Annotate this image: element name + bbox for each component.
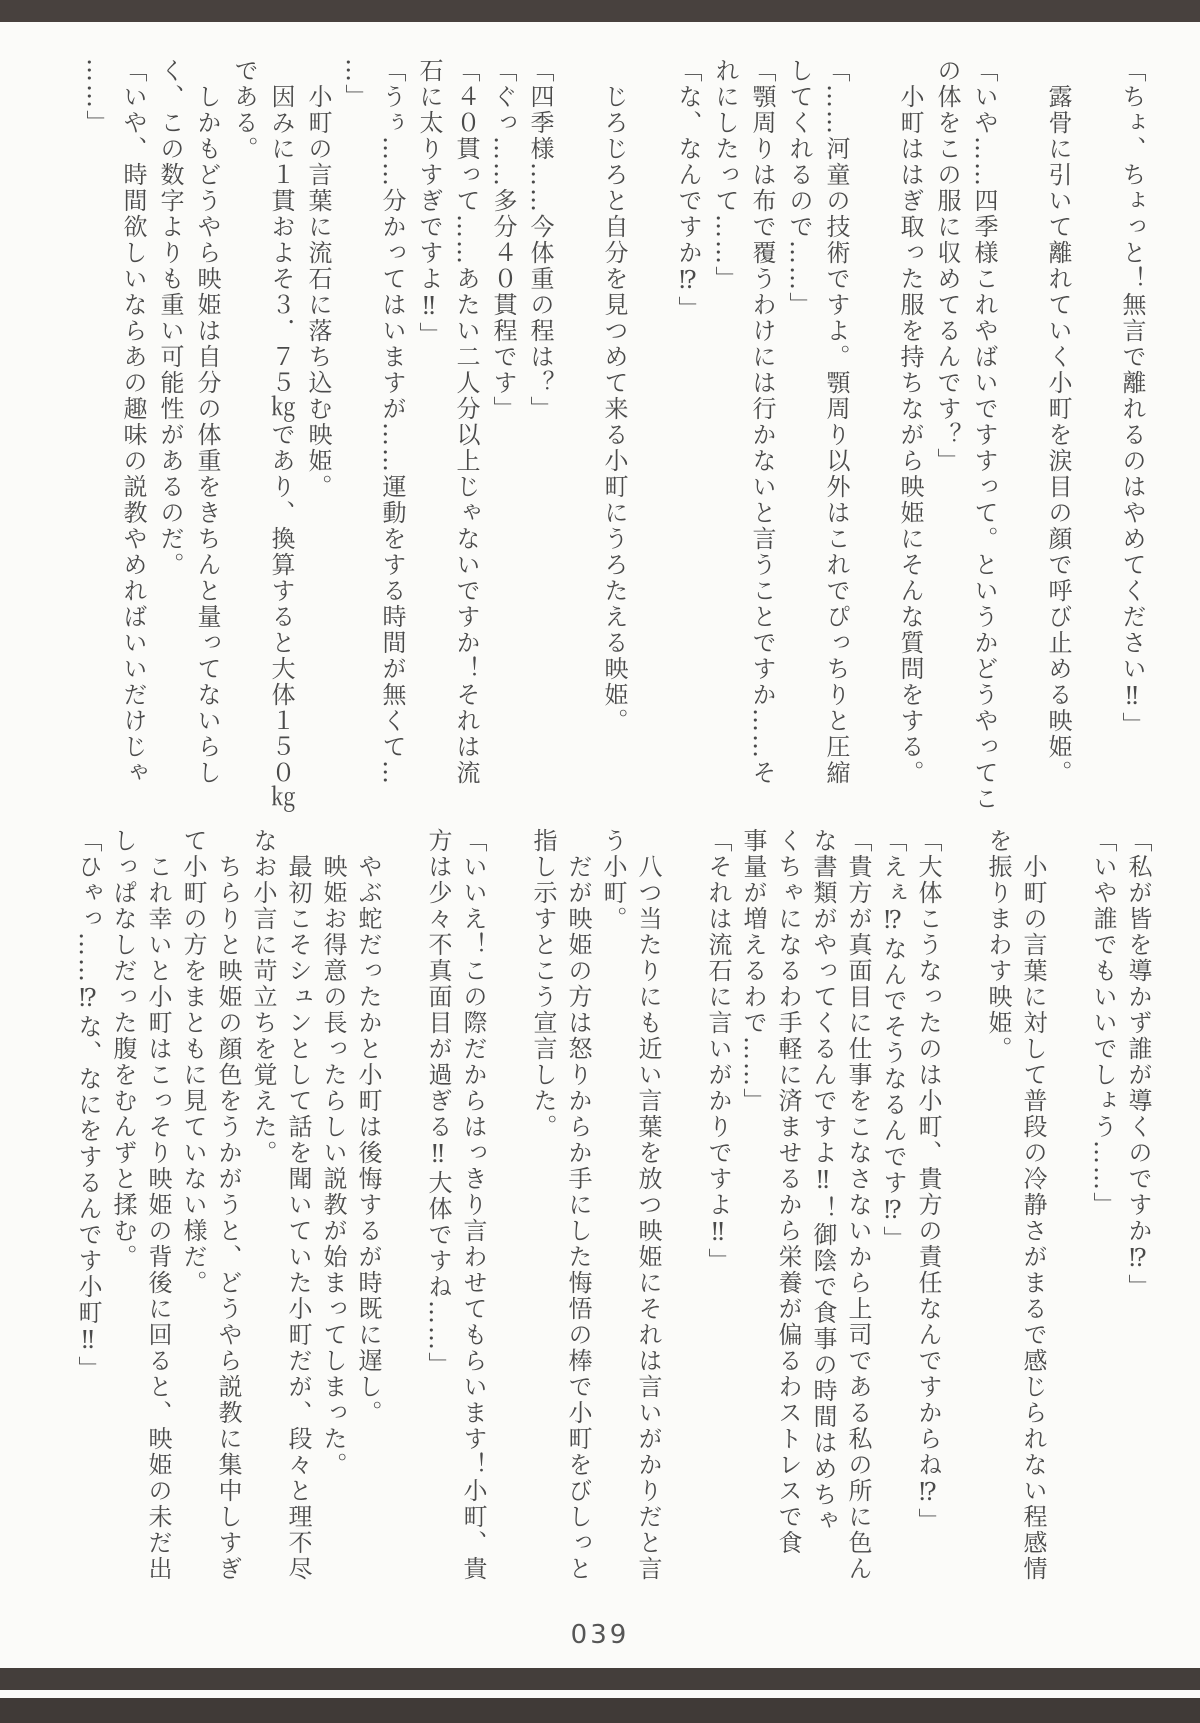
text-column	[1050, 828, 1085, 1606]
text-column	[632, 58, 669, 824]
text-column: ……」	[82, 58, 110, 136]
text-column	[945, 828, 980, 1606]
text-column: 「私が皆を導かず誰が導くのですか⁉」	[1124, 828, 1152, 1300]
text-column: である。	[230, 58, 258, 162]
text-column: これ幸いと小町はこっそり映姫の背後に回ると、映姫の未だ出	[144, 828, 172, 1582]
text-column: 小町の言葉に流石に落ち込む映姫。	[304, 58, 332, 500]
text-column: 映姫お得意の長ったらしい説教が始まってしまった。	[319, 828, 347, 1478]
text-column: 「……河童の技術ですよ。顎周り以外はこれでぴっちりと圧縮	[822, 58, 850, 786]
text-column: 石に太りすぎですよ‼」	[415, 58, 443, 348]
text-column: れにしたって……」	[711, 58, 739, 292]
text-column: 「それは流石に言いがかりですよ‼」	[704, 828, 732, 1274]
text-column: しかもどうやら映姫は自分の体重をきちんと量ってないらし	[193, 58, 221, 786]
text-column	[385, 828, 420, 1606]
text-column	[558, 58, 595, 824]
text-column: じろじろと自分を見つめて来る小町にうろたえる映姫。	[600, 58, 628, 734]
text-column: て小町の方をまともに見ていない様だ。	[179, 828, 207, 1296]
text-column: 「貴方が真面目に仕事をこなさないから上司である私の所に色ん	[844, 828, 872, 1582]
text-column: 最初こそシュンとして話を聞いていた小町だが、段々と理不尽	[284, 828, 312, 1582]
text-column: 小町の言葉に対して普段の冷静さがまるで感じられない程感情	[1019, 828, 1047, 1582]
text-column	[665, 828, 700, 1606]
text-column: なお小言に苛立ちを覚えた。	[249, 828, 277, 1166]
text-column: 「いや、時間欲しいならあの趣味の説教やめればいいだけじゃ	[119, 58, 147, 786]
text-column: 「四季様……今体重の程は？」	[526, 58, 554, 422]
text-column: 「うぅ……分かってはいますが……運動をする時間が無くて…	[378, 58, 406, 786]
text-column: …」	[341, 58, 369, 110]
text-column: く、この数字よりも重い可能性があるのだ。	[156, 58, 184, 578]
text-column: 指し示すとこう宣言した。	[529, 828, 557, 1140]
text-column: 小町ははぎ取った服を持ちながら映姫にそんな質問をする。	[896, 58, 924, 786]
text-column: しっぱなしだった腹をむんずと揉む。	[109, 828, 137, 1270]
text-column: 「な、なんですか⁉」	[674, 58, 702, 322]
text-column: だが映姫の方は怒りからか手にした悔悟の棒で小町をびしっと	[564, 828, 592, 1582]
text-column	[1076, 58, 1113, 824]
text-column: くちゃになるわ手軽に済ませるから栄養が偏るわストレスで食	[774, 828, 802, 1556]
text-column: 「ひゃっ……⁉な、なにをするんです小町‼」	[74, 828, 102, 1382]
text-column: 「えぇ⁉なんでそうなるんです⁉」	[879, 828, 907, 1252]
text-column: してくれるので……」	[785, 58, 813, 318]
text-column: ちらりと映姫の顔色をうかがうと、どうやら説教に集中しすぎ	[214, 828, 242, 1582]
text-column: な書類がやってくるんですよ‼！御陰で食事の時間はめちゃ	[809, 828, 837, 1534]
text-column	[1002, 58, 1039, 824]
text-column: 「いや誰でもいいでしょう……」	[1089, 828, 1117, 1218]
text-column: 「いや……四季様これやばいですすって。というかどうやってこ	[970, 58, 998, 812]
top-edge-bar	[0, 0, 1200, 22]
text-column: 露骨に引いて離れていく小町を涙目の顔で呼び止める映姫。	[1044, 58, 1072, 786]
text-column: 「４０貫って……あたい二人分以上じゃないですか！それは流	[452, 58, 480, 786]
text-block-bottom	[70, 828, 1155, 1606]
bottom-edge-bar-outer	[0, 1668, 1200, 1690]
text-column: 方は少々不真面目が過ぎる‼大体ですね……」	[424, 828, 452, 1378]
text-column: 事量が増えるわで……」	[739, 828, 767, 1114]
text-column: 「顎周りは布で覆うわけには行かないと言うことですか……そ	[748, 58, 776, 786]
text-column: を振りまわす映姫。	[984, 828, 1012, 1062]
text-column: う小町。	[599, 828, 627, 932]
text-column: 八つ当たりにも近い言葉を放つ映姫にそれは言いがかりだと言	[634, 828, 662, 1582]
page-number: 039	[570, 1620, 630, 1650]
text-column: の体をこの服に収めてるんです？」	[933, 58, 961, 474]
text-column: 「大体こうなったのは小町、貴方の責任なんですからね⁉」	[914, 828, 942, 1534]
text-column: 「いいえ！この際だからはっきり言わせてもらいます！小町、貴	[459, 828, 487, 1582]
text-column	[490, 828, 525, 1606]
text-block-top	[77, 58, 1150, 824]
text-column: 「ちょ、ちょっと！無言で離れるのはやめてください‼」	[1118, 58, 1146, 738]
text-column: やぶ蛇だったかと小町は後悔するが時既に遅し。	[354, 828, 382, 1426]
bottom-edge-bar-inner	[0, 1698, 1200, 1723]
text-column: 「ぐっ……多分４０貫程です」	[489, 58, 517, 422]
text-column: 因みに１貫およそ３．７５㎏であり、換算すると大体１５０㎏	[267, 58, 295, 812]
text-column	[854, 58, 891, 824]
